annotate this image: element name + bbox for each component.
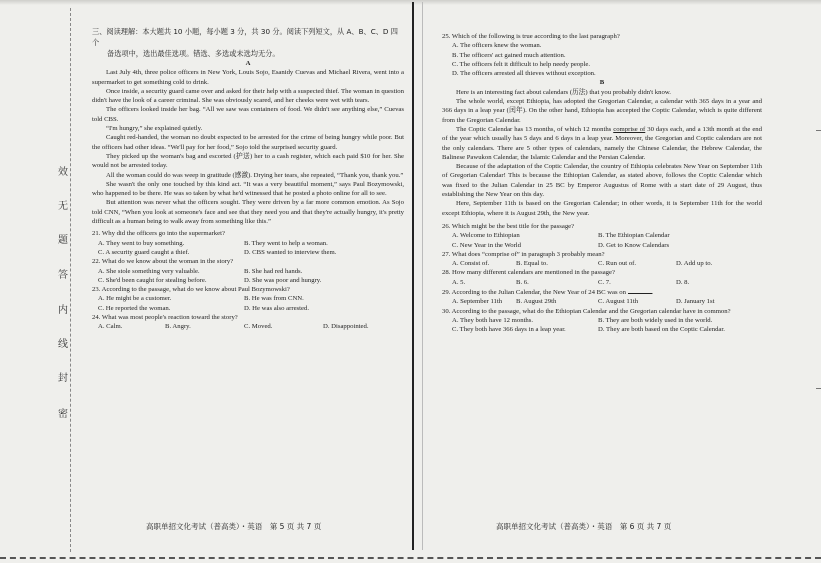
margin-char: 题 (58, 235, 68, 246)
paragraph: Once inside, a security guard came over and asked for their help with a suspected thief. The woman in question didn't have the look of a career criminal. She was obviously scared, and her cheeks were wet with tears. (92, 87, 404, 105)
option-b[interactable]: B. Angry. (165, 323, 191, 331)
margin-char: 无 (58, 201, 68, 212)
option-b[interactable]: B. He was from CNN. (244, 295, 304, 303)
option-c[interactable]: C. A security guard caught a thief. (98, 248, 190, 256)
paragraph-text: The Coptic Calendar has 13 months, of which 12 months (456, 125, 614, 133)
option-d[interactable]: D. Add up to. (676, 260, 713, 268)
paragraph-text: 30 days each, and a 13th month at the end of the year which usually has 5 days and 6 days in a leap year. Moreover, the Gregorian and Coptic calendars are not the only calendars. There are 5 other types of calendars, namely the Chinese Calendar, the Hebrew Calendar, the Balinese Pawukon Calendar, the Islamic Calendar and the Persian Calendar. (442, 125, 762, 161)
paragraph (442, 125, 762, 162)
option-a[interactable]: A. She stole something very valuable. (98, 267, 200, 275)
page-footer-right: 高职单招文化考试（普高类）・英语 第 6 页 共 7 页 (496, 522, 672, 531)
question-30 (442, 307, 762, 335)
option-b[interactable]: B. The Ethiopian Calendar (598, 232, 670, 240)
question-stem: 24. What was most people's reaction toward the story? (92, 314, 238, 322)
question-21 (92, 229, 404, 257)
question-22 (92, 257, 404, 285)
option-a[interactable]: A. He might be a customer. (98, 295, 172, 303)
question-29 (442, 287, 762, 307)
option-a[interactable]: A. September 11th (452, 298, 503, 306)
question-stem: 29. According to the Julian Calendar, the New Year of 24 BC was on (442, 289, 626, 297)
option-d[interactable]: D. She was poor and hungry. (244, 276, 322, 284)
margin-char: 封 (58, 373, 68, 384)
option-b[interactable]: B. The officers' act gained much attention. (452, 51, 566, 59)
question-28 (442, 268, 762, 287)
option-c[interactable]: C. Moved. (244, 323, 273, 331)
section-header-line: 三、阅读理解：本大题共 10 小题，每小题 3 分，共 30 分。阅读下列短文，从 A、B、C、D 四个 (92, 27, 398, 47)
option-d[interactable]: D. 8. (676, 278, 690, 286)
scan-mark (816, 388, 821, 389)
passage-label: B (599, 79, 605, 87)
question-stem: 22. What do we know about the woman in the story? (92, 258, 234, 266)
option-b[interactable]: B. They are both widely used in the world. (598, 316, 713, 324)
binding-dashed-line (70, 8, 71, 552)
question-24 (92, 313, 404, 332)
option-c[interactable]: C. They both have 366 days in a leap year. (452, 326, 566, 334)
question-23 (92, 285, 404, 313)
option-a[interactable]: A. The officers knew the woman. (452, 42, 542, 50)
question-26 (442, 222, 762, 250)
option-b[interactable]: B. She had red hands. (244, 267, 303, 275)
option-c[interactable]: C. 7. (598, 278, 611, 286)
margin-char: 答 (58, 270, 68, 281)
question-25 (442, 32, 762, 78)
page-footer-left: 高职单招文化考试（普高类）・英语 第 5 页 共 7 页 (146, 522, 322, 531)
scan-bottom-dash (0, 557, 821, 559)
option-c[interactable]: C. New Year in the World (452, 241, 521, 249)
question-stem: 23. According to the passage, what do we know about Paul Bozymowski? (92, 286, 290, 294)
margin-char: 密 (58, 409, 68, 420)
paragraph: “I'm hungry,” she explained quietly. (106, 125, 203, 133)
option-c[interactable]: C. He reported the woman. (98, 304, 171, 312)
right-page (442, 32, 762, 335)
option-d[interactable]: D. The officers arrested all thieves without exception. (452, 70, 596, 78)
page-divider (412, 2, 414, 550)
binding-margin (56, 0, 69, 552)
option-b[interactable]: B. August 29th (516, 298, 557, 306)
option-a[interactable]: A. Consist of. (452, 260, 490, 268)
paragraph: The whole world, except Ethiopia, has adopted the Gregorian Calendar, a calendar with 365 days in a year and 366 days in a leap year (闰年). On the other hand, Ethiopia has accepted the Coptic Calendar, which is quite different from the Gregorian Calendar. (442, 98, 762, 124)
question-stem: 27. What does “comprise of” in paragraph 3 probably mean? (442, 250, 605, 258)
question-27 (442, 250, 762, 269)
option-b[interactable]: B. Equal to. (516, 260, 548, 268)
paragraph: They picked up the woman's bag and escorted (护送) her to a cash register, which each paid $10 for her. She would not be arrested today. (92, 152, 404, 170)
underlined-phrase: comprise of (613, 125, 646, 133)
margin-char: 线 (58, 339, 68, 350)
paragraph: Caught red-handed, the woman no doubt expected to be arrested for the crime of being hungry while poor. But the officers had other ideas. “We'll pay for her food,” Sojo told the surprised security guard. (92, 134, 404, 151)
page-divider-shadow (422, 2, 423, 550)
paragraph: Here, September 11th is based on the Gregorian Calendar; in other words, it is September 11th for the world except Ethiopia, where it is August 29th, the New year. (442, 200, 762, 217)
paragraph: All the woman could do was weep in gratitude (感激). Drying her tears, she repeated, “Thank you, thank you.” (106, 171, 404, 179)
option-a[interactable]: A. 5. (452, 278, 466, 286)
question-stem: 30. According to the passage, what do the Ethiopian Calendar and the Gregorian calendar have in common? (442, 307, 731, 315)
option-c[interactable]: C. She'd been caught for stealing before. (98, 276, 207, 284)
option-a[interactable]: A. They both have 12 months. (452, 316, 534, 324)
question-stem: 26. Which might be the best title for the passage? (442, 222, 575, 230)
question-stem-line: 29. According to the Julian Calendar, the New Year of 24 BC was on . (442, 289, 654, 297)
left-page (92, 26, 404, 332)
option-b[interactable]: B. 6. (516, 278, 529, 286)
passage-label: A (245, 60, 251, 67)
option-b[interactable]: B. They went to help a woman. (244, 239, 328, 247)
option-a[interactable]: A. They went to buy something. (98, 239, 185, 247)
option-a[interactable]: A. Calm. (98, 323, 123, 331)
paragraph: The officers looked inside her bag. “All we saw was containers of food. We didn't see anything else,” Cuevas told CBS. (92, 106, 404, 123)
question-stem: 28. How many different calendars are mentioned in the passage? (442, 269, 615, 277)
paragraph: Last July 4th, three police officers in New York, Louis Sojo, Esanidy Cuevas and Michael Rivera, went into a supermarket to get something cold to drink. (92, 69, 404, 86)
scan-mark (816, 130, 821, 131)
scan-top-edge (0, 0, 821, 5)
option-c[interactable]: C. The officers felt it difficult to help needy people. (452, 60, 590, 68)
option-c[interactable]: C. Run out of. (598, 260, 637, 268)
option-d[interactable]: D. He was also arrested. (244, 304, 309, 312)
margin-char: 效 (58, 167, 68, 178)
paragraph: Because of the adaptation of the Coptic Calendar, the country of Ethiopia celebrates New Year on September 11th of Gregorian Calendar! This is because the Ethiopian Calendar, as stated above, follows the Coptic Calendar which was fixed to the Julian Calendar in 25 BC by Emperor Augustus of Rome with a start date of 29 August, thus establishing the New Year on this day. (442, 163, 762, 199)
option-d[interactable]: D. They are both based on the Coptic Calendar. (598, 326, 725, 334)
paragraph: Here is an interesting fact about calendars (历法) that you probably didn't know. (456, 88, 671, 96)
option-d[interactable]: D. CBS wanted to interview them. (244, 248, 337, 256)
option-d[interactable]: D. Disappointed. (323, 323, 369, 331)
question-stem: 21. Why did the officers go into the supermarket? (92, 230, 225, 238)
margin-char: 内 (58, 305, 68, 316)
option-c[interactable]: C. August 11th (598, 298, 639, 306)
paragraph: But attention was never what the officers sought. They were driven by a far more common emotion. As Sojo told CNN, “When you look at someone's face and see that they need you and that they're actually hungry, it's pretty difficult as a human being to walk away from something like this.” (92, 199, 404, 226)
paragraph: She wasn't the only one touched by this kind act. “It was a very beautiful moment,” says Paul Bozymowski, who happened to be there. He was so taken by what he'd witnessed that he posted a photo online for all to see. (92, 180, 404, 198)
answer-blank[interactable] (628, 287, 652, 294)
section-header-line: 备选项中，选出最佳选项。错选、多选或未选均无分。 (107, 49, 280, 58)
question-stem: 25. Which of the following is true according to the last paragraph? (442, 33, 620, 40)
option-d[interactable]: D. January 1st (676, 298, 715, 306)
option-d[interactable]: D. Get to Know Calendars (598, 241, 670, 249)
option-a[interactable]: A. Welcome to Ethiopian (452, 232, 520, 240)
